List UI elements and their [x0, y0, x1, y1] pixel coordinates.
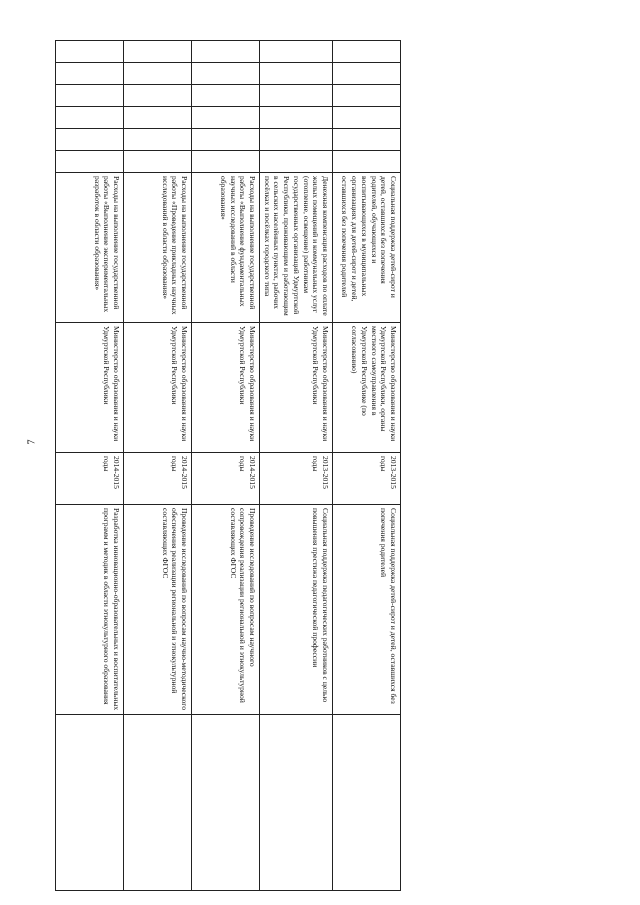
empty-cell [259, 715, 332, 891]
code-cell [333, 151, 401, 173]
table-row [333, 41, 401, 891]
period-cell: 2014-2015 годы [55, 453, 123, 505]
activity-cell: Денежная компенсация расходов по оплате жилых помещений и коммунальных услуг (отопление, освещение) работникам государственных организаций Удмуртской Республики, проживающим и работающим в сельских населённых пунктах, рабочих посёлках и посёлках городского типа [259, 173, 332, 323]
code-cell [259, 63, 332, 85]
code-cell [333, 63, 401, 85]
code-cell [259, 107, 332, 129]
code-cell [123, 41, 191, 63]
period-cell: 2013-2015 годы [259, 453, 332, 505]
code-cell [333, 129, 401, 151]
code-cell [259, 41, 332, 63]
code-cell [123, 151, 191, 173]
code-cell [123, 129, 191, 151]
result-cell: Проведение исследований по вопросам научного сопровождения реализации региональной и этнокультурной составляющих ФГОС [191, 505, 259, 715]
code-cell [55, 151, 123, 173]
executor-cell: Министерство образования и науки Удмуртской Республики, органы местного самоуправления в Удмуртской Республике (по согласованию) [333, 323, 401, 453]
code-cell [55, 63, 123, 85]
code-cell [191, 85, 259, 107]
code-cell [191, 41, 259, 63]
code-cell [191, 151, 259, 173]
code-cell [333, 41, 401, 63]
table-row [191, 41, 259, 891]
activity-cell: Расходы на выполнение государственной работы «Выполнение экспериментальных разработок в области образования» [55, 173, 123, 323]
result-cell: Социальная поддержка педагогических работников с целью повышения престижа педагогической профессии [259, 505, 332, 715]
empty-cell [333, 715, 401, 891]
code-cell [259, 151, 332, 173]
code-cell [191, 107, 259, 129]
code-cell [259, 129, 332, 151]
executor-cell: Министерство образования и науки Удмуртской Республики [259, 323, 332, 453]
code-cell [55, 41, 123, 63]
table-row [123, 41, 191, 891]
rotated-table-page [61, 40, 401, 890]
code-cell [191, 63, 259, 85]
activity-cell: Расходы на выполнение государственной работы «Проведение прикладных научных исследований в области образования» [123, 173, 191, 323]
executor-cell: Министерство образования и науки Удмуртской Республики [191, 323, 259, 453]
activity-cell: Расходы на выполнение государственной работы «Выполнение фундаментальных научных исследований в области образования» [191, 173, 259, 323]
result-cell: Проведение исследований по вопросам научно-методического обеспечения реализации региональной и этнокультурной составляющих ФГОС [123, 505, 191, 715]
empty-cell [123, 715, 191, 891]
executor-cell: Министерство образования и науки Удмуртской Республики [55, 323, 123, 453]
code-cell [123, 85, 191, 107]
code-cell [55, 107, 123, 129]
program-activities-table [55, 40, 401, 891]
result-cell: Разработка инновационно-образовательных и воспитательных программ и методик в области этнокультурного образования [55, 505, 123, 715]
table-row [55, 41, 123, 891]
period-cell: 2014-2015 годы [123, 453, 191, 505]
period-cell: 2014-2015 годы [191, 453, 259, 505]
code-cell [55, 85, 123, 107]
code-cell [333, 107, 401, 129]
code-cell [259, 85, 332, 107]
activity-cell: Социальная поддержка детей-сирот и детей, оставшихся без попечения родителей, обучающихся и воспитывающихся в муниципальных организациях для детей-сирот и детей, оставшихся без попечения родителей [333, 173, 401, 323]
result-cell: Социальная поддержка детей-сирот и детей, оставшихся без попечения родителей [333, 505, 401, 715]
empty-cell [55, 715, 123, 891]
empty-cell [191, 715, 259, 891]
code-cell [55, 129, 123, 151]
period-cell: 2013-2015 годы [333, 453, 401, 505]
code-cell [191, 129, 259, 151]
table-row [259, 41, 332, 891]
code-cell [123, 63, 191, 85]
code-cell [123, 107, 191, 129]
code-cell [333, 85, 401, 107]
executor-cell: Министерство образования и науки Удмуртской Республики [123, 323, 191, 453]
page-number: 7 [26, 439, 38, 445]
